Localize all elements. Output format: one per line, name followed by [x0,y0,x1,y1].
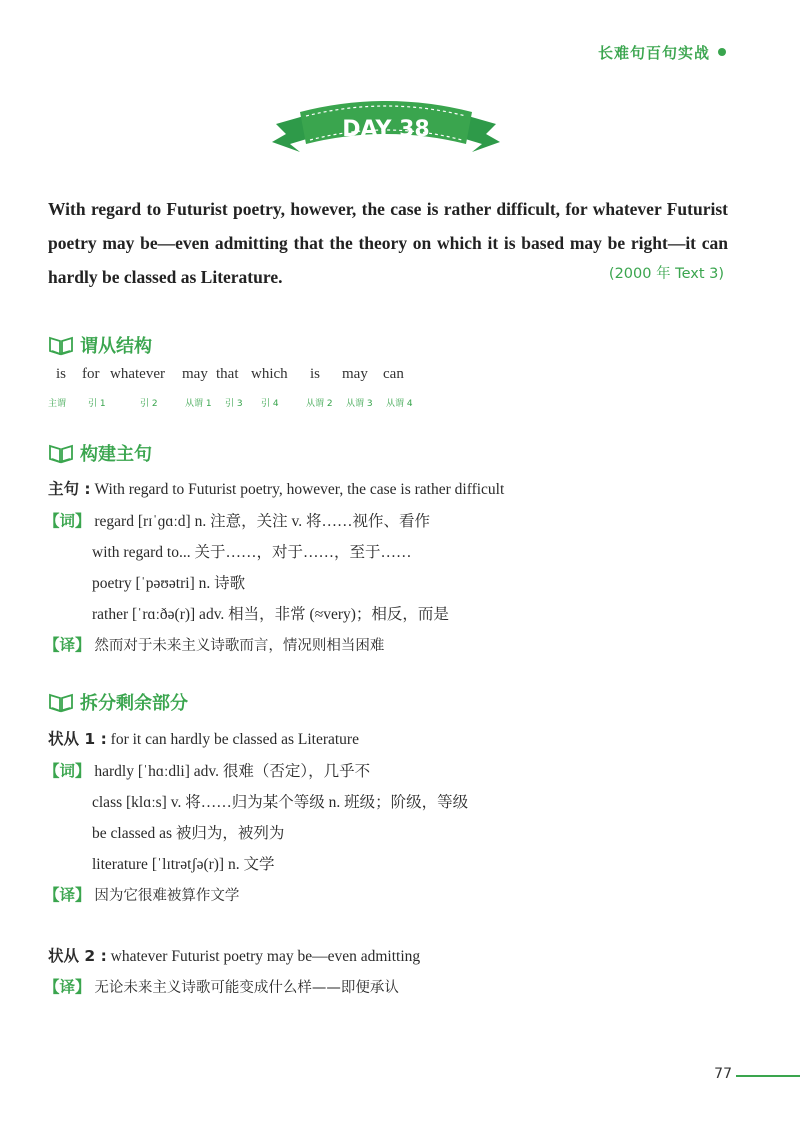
section-heading-remaining [48,689,188,715]
structure-word: may [182,366,208,382]
structure-word: is [56,366,67,382]
day-label: DAY 38 [342,117,430,142]
vocab-entry: rather [ˈrɑːðə(r)] adv. 相当，非常 (≈very)；相反，而是 [92,606,449,623]
structure-label: 引 4 [261,399,279,409]
vocab-tag: 【词】 [44,762,91,780]
header-dot [718,48,726,56]
translation-text: 然而对于未来主义诗歌而言，情况则相当困难 [94,638,385,654]
structure-word: is [310,366,321,382]
page-rule [736,1075,800,1077]
clause2-line [48,944,420,966]
translation-line [44,633,384,655]
structure-label: 从谓 3 [346,399,373,409]
main-clause-text: With regard to Futurist poetry, however, the case is rather difficult [94,481,505,498]
section-title: 构建主句 [80,444,152,465]
main-clause-line [48,477,504,499]
structure-label: 从谓 2 [306,399,333,409]
translation-line [44,975,399,997]
day-banner [270,94,502,164]
structure-word: can [383,366,404,382]
clause1-line [48,727,359,749]
structure-label: 引 3 [225,399,243,409]
structure-word: that [216,366,239,382]
vocab-entry: literature [ˈlɪtrətʃə(r)] n. 文学 [92,856,275,873]
structure-word: for [82,366,100,382]
translation-tag: 【译】 [44,886,91,904]
section-heading-structure [48,332,152,358]
vocab-entry: class [klɑːs] v. 将……归为某个等级 n. 班级；阶级，等级 [92,794,469,811]
structure-label: 从谓 1 [185,399,212,409]
structure-row [48,366,448,410]
vocab-tag: 【词】 [44,512,91,530]
vocab-entry: poetry [ˈpəʊətri] n. 诗歌 [92,575,246,592]
structure-label: 引 2 [140,399,158,409]
page-number: 77 [714,1066,732,1082]
section-title: 拆分剩余部分 [80,693,188,714]
vocab-entry: hardly [ˈhɑːdli] adv. 很难（否定），几乎不 [94,763,371,780]
sentence-text: With regard to Futurist poetry, however, the case is rather difficult, for whatever Futurist poetry may be—even admitting that the theory on which it is based may be right—it can hardly be classed as Literature. [48,199,728,287]
sentence-source: (2000 年 Text 3) [608,266,724,282]
translation-line [44,883,239,905]
clause1-label: 状从 1 : [48,730,107,748]
book-icon [48,691,74,713]
structure-word: whatever [110,366,165,382]
main-clause-label: 主句 : [48,480,91,498]
clause2-label: 状从 2 : [48,947,107,965]
vocab-entry: with regard to... 关于……，对于……，至于…… [92,544,412,561]
structure-label: 从谓 4 [386,399,413,409]
section-heading-main-clause [48,440,152,466]
clause1-text: for it can hardly be classed as Literature [110,731,359,748]
structure-label: 引 1 [88,399,106,409]
structure-label: 主谓 [48,399,67,409]
vocab-entry: regard [rɪˈɡɑːd] n. 注意，关注 v. 将……视作、看作 [94,513,430,530]
structure-word: may [342,366,368,382]
vocab-line [44,509,430,531]
book-icon [48,442,74,464]
translation-tag: 【译】 [44,636,91,654]
structure-word: which [251,366,288,382]
translation-text: 因为它很难被算作文学 [94,888,240,904]
day-banner-ribbon [270,94,502,164]
translation-tag: 【译】 [44,978,91,996]
header-title: 长难句百句实战 [597,44,710,62]
translation-text: 无论未来主义诗歌可能变成什么样——即便承认 [94,980,399,996]
clause2-text: whatever Futurist poetry may be—even admitting [110,948,421,965]
vocab-entry: be classed as 被归为，被列为 [92,825,285,842]
vocab-line [44,759,370,781]
section-title: 谓从结构 [80,336,152,357]
book-icon [48,334,74,356]
